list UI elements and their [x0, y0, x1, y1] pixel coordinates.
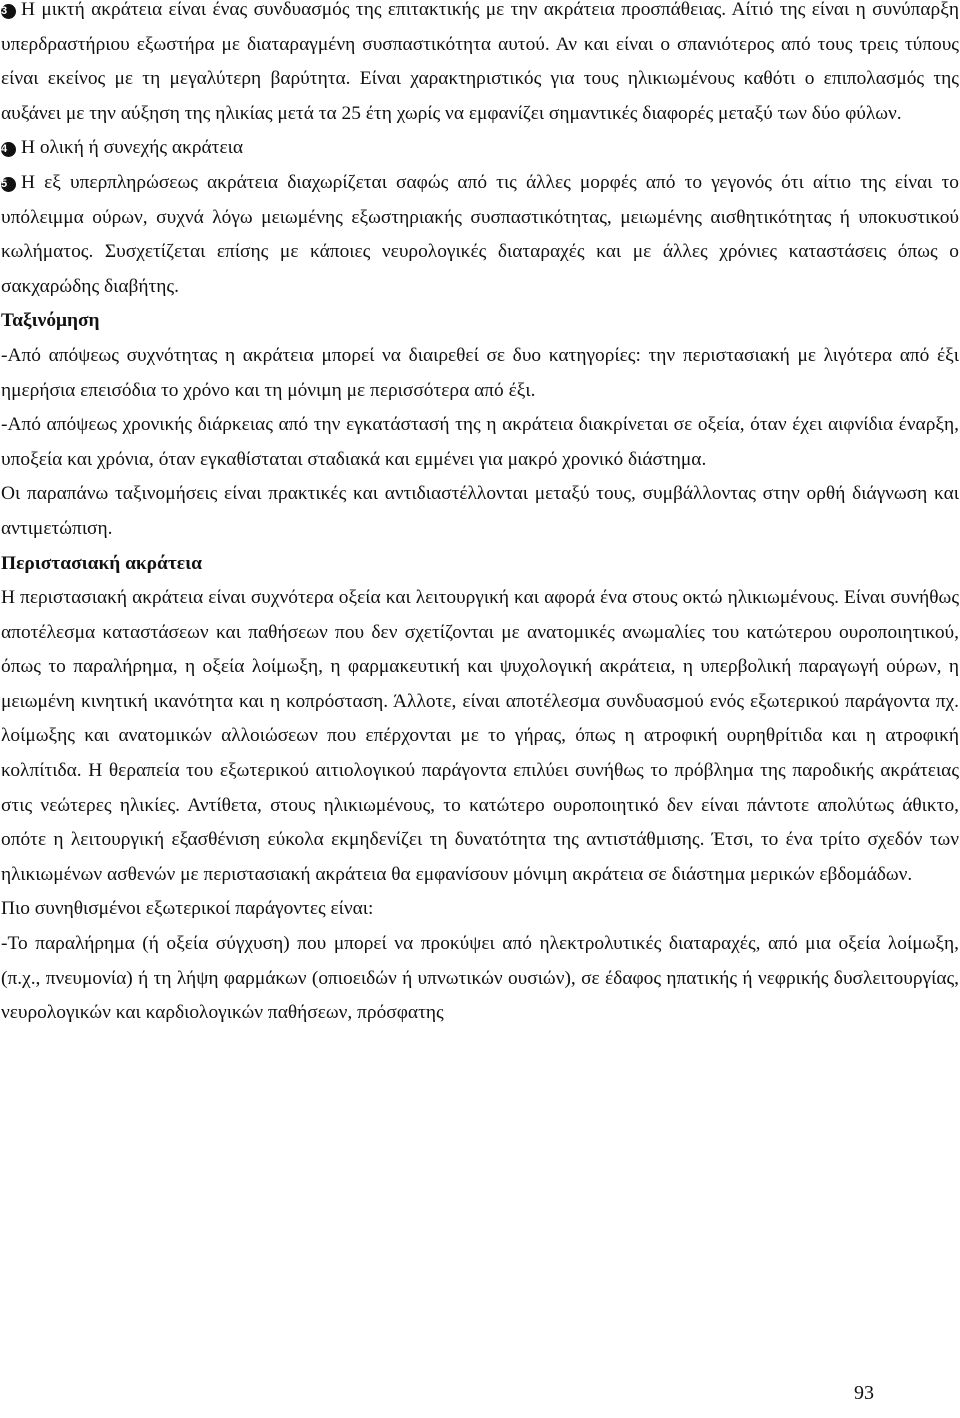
paragraph-delirium: -Το παραλήρημα (ή οξεία σύγχυση) που μπορεί να προκύψει από ηλεκτρολυτικές διαταραχές, από μια οξεία λοίμωξη, (π.χ., πνευμονία) ή τη λήψη φαρμάκων (οπιοειδών ή υπνωτικών ουσιών), σε έδαφος ηπατικής ή νεφρικής δυσλειτουργίας, νευρολογικών και καρδιολογικών παθήσεων, πρόσφατης: [1, 933, 959, 1024]
numbered-bullet-marker: 5: [1, 177, 16, 192]
paragraph-factors-intro: Πιο συνηθισμένοι εξωτερικοί παράγοντες είναι:: [1, 898, 374, 920]
paragraph-mixed-incontinence: [1, 0, 959, 131]
paragraph-total-incontinence: [1, 131, 959, 166]
paragraph-transient-body: Η περιστασιακή ακράτεια είναι συχνότερα οξεία και λειτουργική και αφορά ένα στους οκτώ ηλικιωμένους. Είναι συνήθως αποτέλεσμα καταστάσεων και παθήσεων που δεν σχετίζονται με ανατομικές ανωμαλίες του κατώτερου ουροποιητικού, όπως το παραλήρημα, η οξεία λοίμωξη, η φαρμακευτική και ψυχολογική ακράτεια, η υπερβολική παραγωγή ούρων, η μειωμένη κινητική ικανότητα και η κοπρόσταση. Άλλοτε, είναι αποτέλεσμα συνδυασμού ενός εξωτερικού παράγοντα πχ. λοίμωξης και ανατομικών αλλοιώσεων που επέρχονται με το γήρας, όπως η ατροφική ουρηθρίτιδα και η ατροφική κολπίτιδα. Η θεραπεία του εξωτερικού αιτιολογικού παράγοντα επιλύει συνήθως το πρόβλημα της παροδικής ακράτειας στις νεώτερες ηλικίες. Αντίθετα, στους ηλικιωμένους, το κατώτερο ουροποιητικό δεν είναι πάντοτε απολύτως άθικτο, οπότε η λειτουργική εξασθένιση εύκολα εκμηδενίζει τη δυνατότητα της αντιστάθμισης. Έτσι, το ένα τρίτο σχεδόν των ηλικιωμένων ασθενών με περιστασιακή ακράτεια θα εμφανίσουν μόνιμη ακράτεια σε διάστημα μερικών εβδομάδων.: [1, 587, 959, 885]
paragraph-frequency-classification: -Από απόψεως συχνότητας η ακράτεια μπορεί να διαιρεθεί σε δυο κατηγορίες: την περιστασιακή με λιγότερα από έξι ημερήσια επεισόδια το χρόνο και τη μόνιμη με περισσότερα από έξι.: [1, 344, 959, 401]
section-heading-transient-incontinence: Περιστασιακή ακράτεια: [1, 552, 202, 574]
paragraph-duration-classification: -Από απόψεως χρονικής διάρκειας από την εγκατάστασή της η ακράτεια διακρίνεται σε οξεία, όταν έχει αιφνίδια έναρξη, υποξεία και χρόνια, όταν εγκαθίσταται σταδιακά και εμμένει για μακρό χρονικό διάστημα.: [1, 414, 959, 470]
numbered-bullet-marker: 3: [1, 4, 16, 19]
page-number: 93: [854, 1382, 874, 1404]
paragraph-text: Η εξ υπερπληρώσεως ακράτεια διαχωρίζεται σαφώς από τις άλλες μορφές από το γεγονός ότι αίτιο της είναι το υπόλειμμα ούρων, συχνά λόγω μειωμένης εξωστηριακής συσπαστικότητας, μειωμένης αισθητικότητας ή υποκυστικού κωλήματος. Συσχετίζεται επίσης με κάποιες νευρολογικές διαταραχές και με άλλες χρόνιες καταστάσεις όπως ο σακχαρώδης διαβήτης.: [1, 171, 959, 297]
numbered-bullet-marker: 4: [1, 142, 16, 157]
paragraph-text: Η ολική ή συνεχής ακράτεια: [21, 137, 243, 159]
paragraph-classification-summary: Οι παραπάνω ταξινομήσεις είναι πρακτικές και αντιδιαστέλλονται μεταξύ τους, συμβάλλοντας στην ορθή διάγνωση και αντιμετώπιση.: [1, 483, 959, 539]
paragraph-text: Η μικτή ακράτεια είναι ένας συνδυασμός της επιτακτικής με την ακράτεια προσπάθειας. Αίτιό της είναι η συνύπαρξη υπερδραστήριου εξωστήρα με διαταραγμένη συσπαστικότητα αυτού. Αν και είναι ο σπανιότερος από τους τρεις τύπους είναι εκείνος με τη μεγαλύτερη βαρύτητα. Είναι χαρακτηριστικός για τους ηλικιωμένους καθότι ο επιπολασμός της αυξάνει με την αύξηση της ηλικίας μετά τα 25 έτη χωρίς να εμφανίζει σημαντικές διαφορές μεταξύ των δύο φύλων.: [1, 0, 959, 124]
section-heading-classification: Ταξινόμηση: [1, 310, 100, 332]
paragraph-overflow-incontinence: [1, 166, 959, 304]
